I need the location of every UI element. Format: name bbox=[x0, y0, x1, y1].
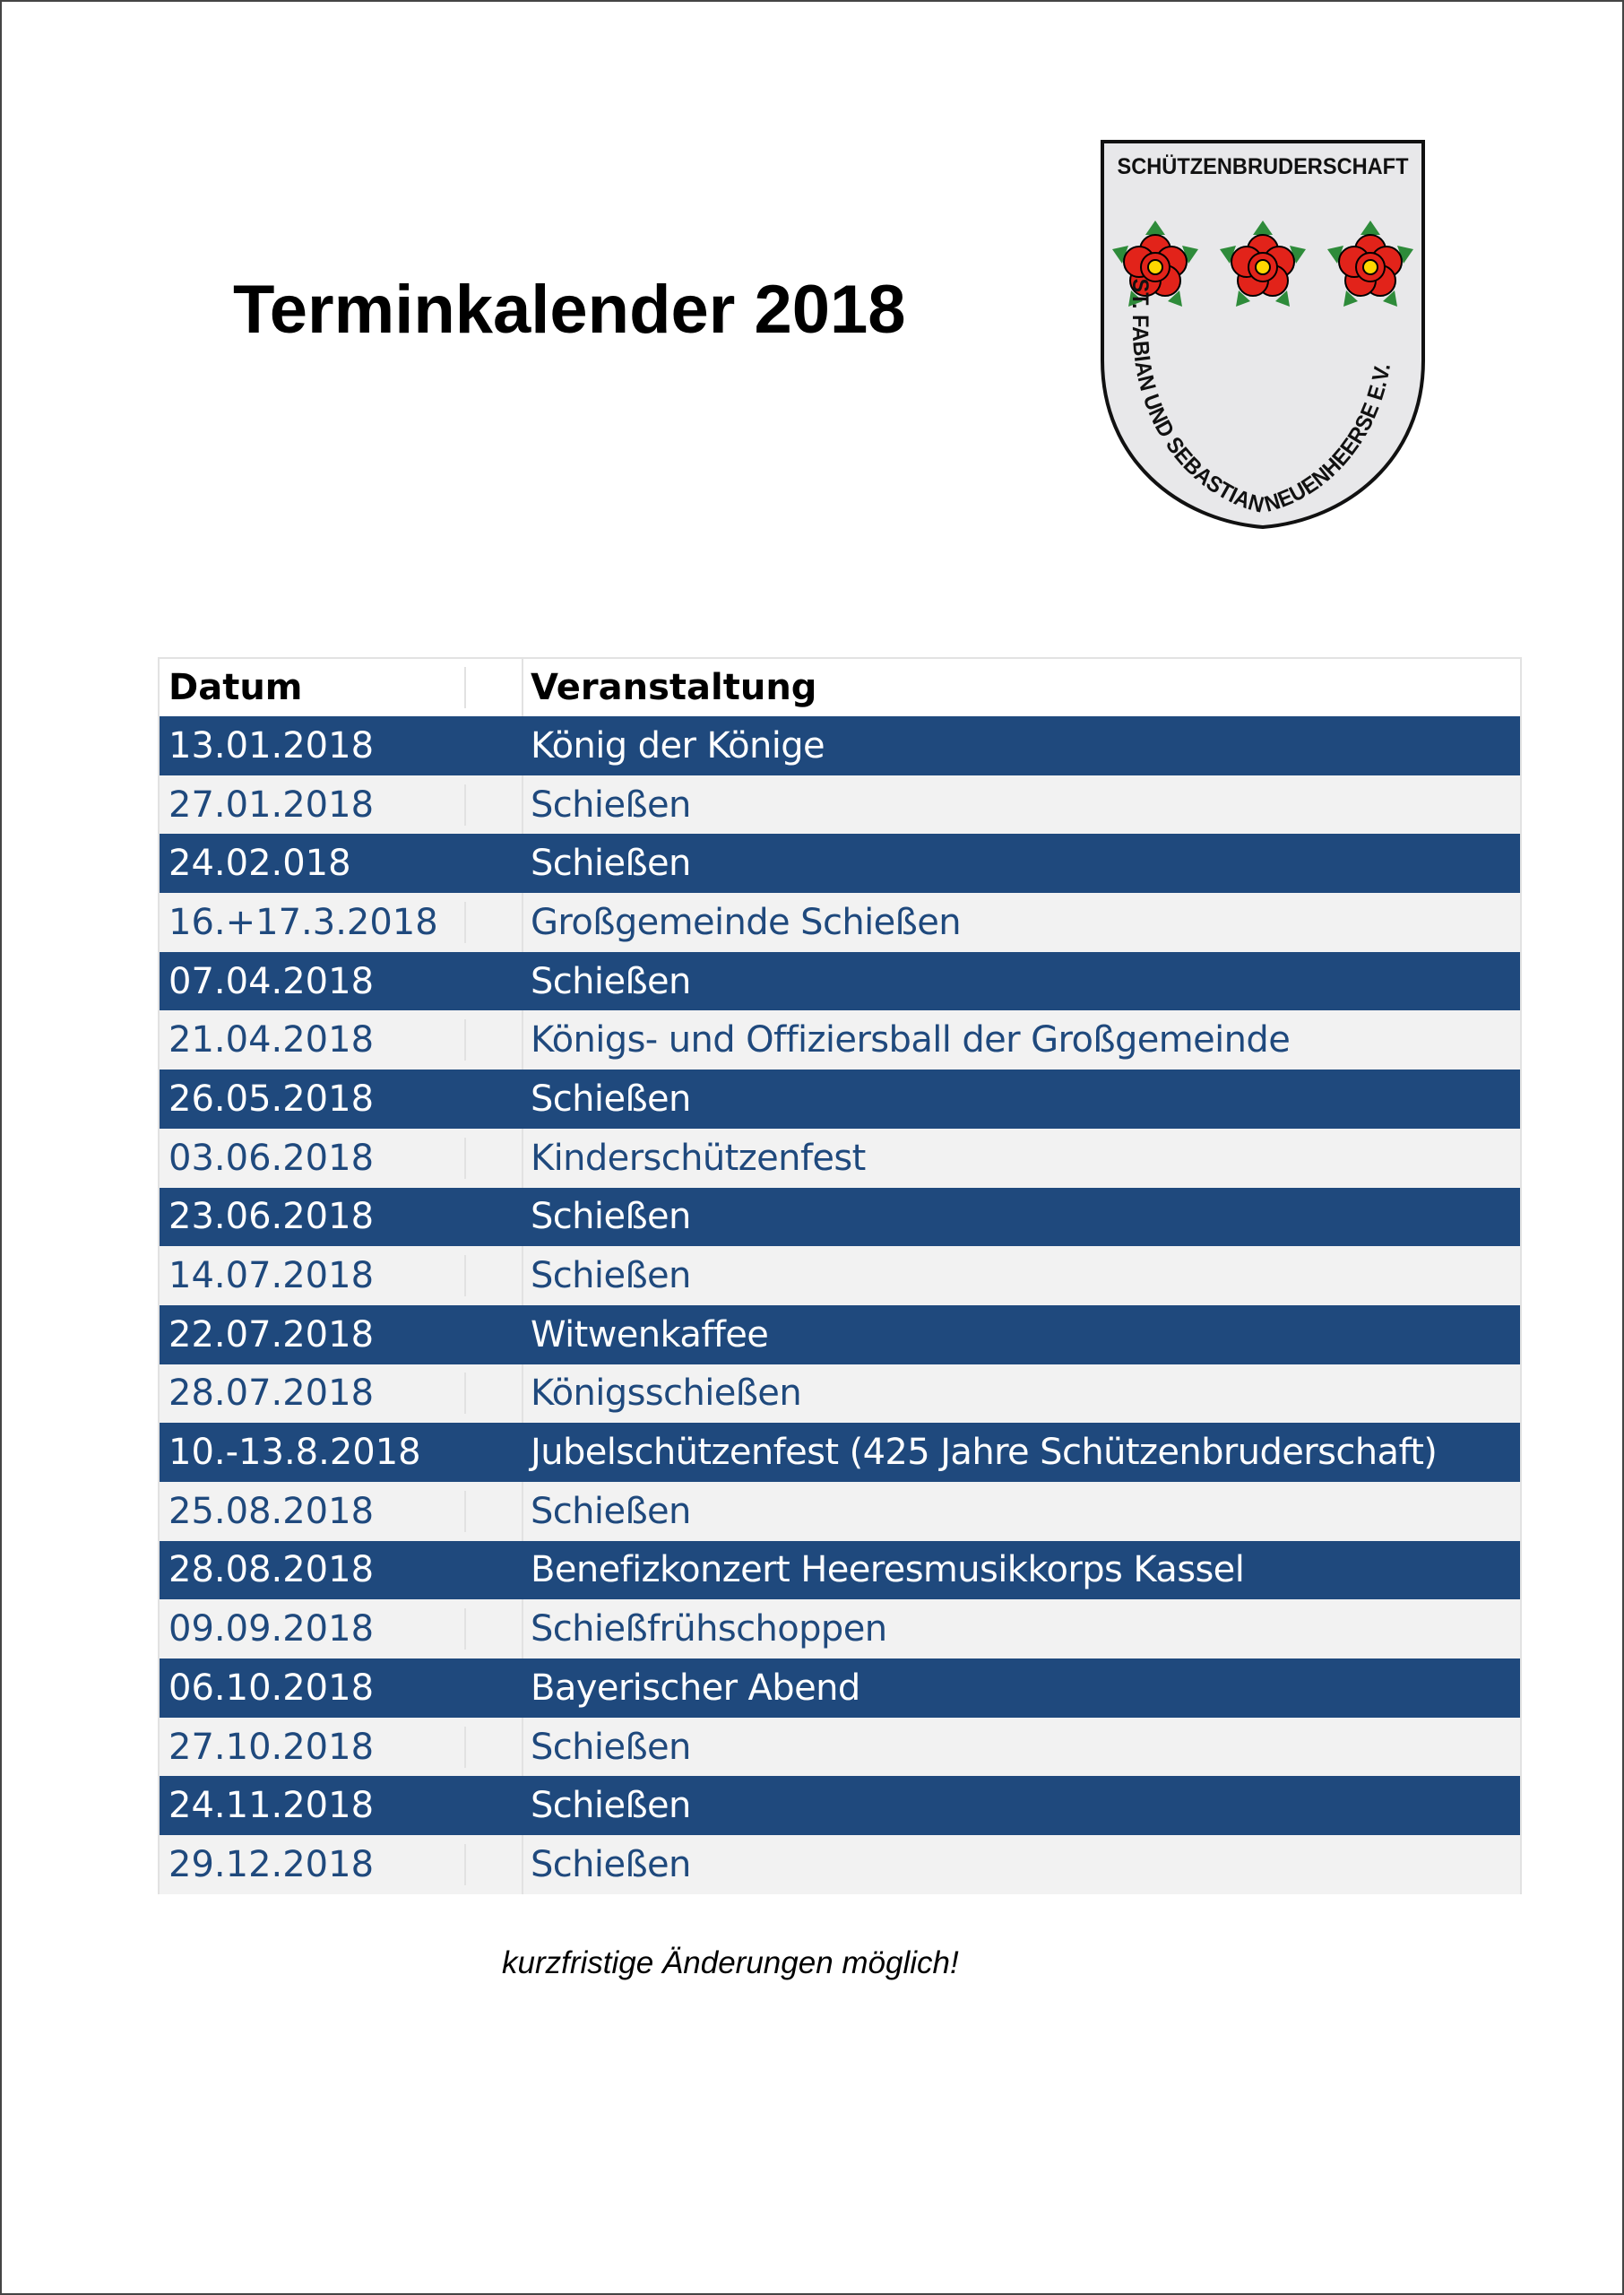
event-cell: Schießfrühschoppen bbox=[531, 1608, 887, 1650]
table-row bbox=[160, 1188, 1520, 1247]
table-header-row bbox=[160, 659, 1520, 716]
table-row bbox=[160, 893, 1520, 952]
spacer-cell bbox=[466, 1246, 523, 1305]
table-row bbox=[160, 1776, 1520, 1835]
spacer-cell bbox=[466, 1718, 523, 1777]
spacer-cell bbox=[466, 952, 523, 1011]
header-spacer bbox=[466, 659, 523, 716]
event-cell: Schießen bbox=[531, 784, 691, 826]
spacer-cell bbox=[466, 1776, 523, 1835]
date-cell: 10.-13.8.2018 bbox=[168, 1432, 421, 1474]
table-row bbox=[160, 1070, 1520, 1129]
table-row bbox=[160, 1482, 1520, 1541]
date-cell: 26.05.2018 bbox=[168, 1078, 375, 1120]
spacer-cell bbox=[466, 1423, 523, 1482]
table-row bbox=[160, 1599, 1520, 1658]
spacer-cell bbox=[466, 775, 523, 835]
spacer-cell bbox=[466, 1482, 523, 1541]
date-cell: 24.11.2018 bbox=[168, 1785, 375, 1827]
table-row bbox=[160, 834, 1520, 893]
spacer-cell bbox=[466, 1835, 523, 1894]
spacer-cell bbox=[466, 1599, 523, 1658]
crest-top-text: SCHÜTZENBRUDERSCHAFT bbox=[1117, 154, 1426, 179]
event-cell: Königsschießen bbox=[531, 1373, 802, 1415]
table-row bbox=[160, 1423, 1520, 1482]
spacer-cell bbox=[466, 1188, 523, 1247]
event-cell: Schießen bbox=[531, 1785, 691, 1827]
date-cell: 27.01.2018 bbox=[160, 784, 466, 826]
date-cell: 21.04.2018 bbox=[160, 1019, 466, 1061]
event-cell: Schießen bbox=[531, 960, 691, 1002]
event-cell: Schießen bbox=[531, 1078, 691, 1120]
spacer-cell bbox=[466, 893, 523, 952]
spacer-cell bbox=[466, 834, 523, 893]
club-crest bbox=[1097, 136, 1429, 533]
header-event: Veranstaltung bbox=[531, 667, 817, 708]
spacer-cell bbox=[466, 1070, 523, 1129]
table-row bbox=[160, 1541, 1520, 1600]
event-cell: Schießen bbox=[531, 1490, 691, 1532]
spacer-cell bbox=[466, 1010, 523, 1070]
spacer-cell bbox=[466, 1305, 523, 1364]
event-cell: Schießen bbox=[531, 843, 691, 885]
table-row bbox=[160, 716, 1520, 775]
header-date: Datum bbox=[160, 667, 466, 708]
event-cell: Bayerischer Abend bbox=[531, 1667, 860, 1709]
event-cell: Schießen bbox=[531, 1726, 691, 1768]
date-cell: 09.09.2018 bbox=[160, 1608, 466, 1650]
date-cell: 28.07.2018 bbox=[160, 1373, 466, 1414]
event-cell: Benefizkonzert Heeresmusikkorps Kassel bbox=[531, 1549, 1245, 1591]
table-row bbox=[160, 1246, 1520, 1305]
page-title: Terminkalender 2018 bbox=[233, 272, 906, 348]
table-row bbox=[160, 1129, 1520, 1188]
date-cell: 29.12.2018 bbox=[160, 1844, 466, 1885]
date-cell: 24.02.018 bbox=[168, 843, 351, 885]
date-cell: 28.08.2018 bbox=[168, 1549, 375, 1591]
date-cell: 16.+17.3.2018 bbox=[160, 902, 466, 943]
table-row bbox=[160, 1010, 1520, 1070]
change-note: kurzfristige Änderungen möglich! bbox=[502, 1945, 959, 1980]
date-cell: 27.10.2018 bbox=[160, 1727, 466, 1768]
event-cell: Schießen bbox=[531, 1196, 691, 1238]
date-cell: 22.07.2018 bbox=[168, 1313, 375, 1355]
spacer-cell bbox=[466, 1364, 523, 1424]
date-cell: 14.07.2018 bbox=[160, 1255, 466, 1296]
date-cell: 06.10.2018 bbox=[168, 1667, 375, 1709]
crest-arc-textpath: ST. FABIAN UND SEBASTIAN NEUENHEERSE E.V. bbox=[1127, 278, 1396, 519]
event-cell: Witwenkaffee bbox=[531, 1313, 769, 1355]
table-row bbox=[160, 952, 1520, 1011]
event-cell: König der Könige bbox=[531, 724, 825, 766]
date-cell: 07.04.2018 bbox=[168, 960, 375, 1002]
table-row bbox=[160, 1835, 1520, 1894]
table-row bbox=[160, 1718, 1520, 1777]
table-row bbox=[160, 775, 1520, 835]
table-row bbox=[160, 1658, 1520, 1718]
spacer-cell bbox=[466, 716, 523, 775]
event-cell: Schießen bbox=[531, 1255, 691, 1297]
schedule-table bbox=[158, 657, 1522, 1894]
date-cell: 23.06.2018 bbox=[168, 1196, 375, 1238]
spacer-cell bbox=[466, 1658, 523, 1718]
spacer-cell bbox=[466, 1129, 523, 1188]
date-cell: 03.06.2018 bbox=[160, 1138, 466, 1179]
date-cell: 25.08.2018 bbox=[160, 1491, 466, 1532]
spacer-cell bbox=[466, 1541, 523, 1600]
event-cell: Schießen bbox=[531, 1843, 691, 1885]
event-cell: Kinderschützenfest bbox=[531, 1137, 866, 1179]
table-row bbox=[160, 1305, 1520, 1364]
event-cell: Jubelschützenfest (425 Jahre Schützenbruderschaft) bbox=[531, 1432, 1438, 1474]
event-cell: Königs- und Offiziersball der Großgemeinde bbox=[531, 1019, 1291, 1061]
date-cell: 13.01.2018 bbox=[168, 724, 375, 766]
event-cell: Großgemeinde Schießen bbox=[531, 901, 961, 943]
table-row bbox=[160, 1364, 1520, 1424]
